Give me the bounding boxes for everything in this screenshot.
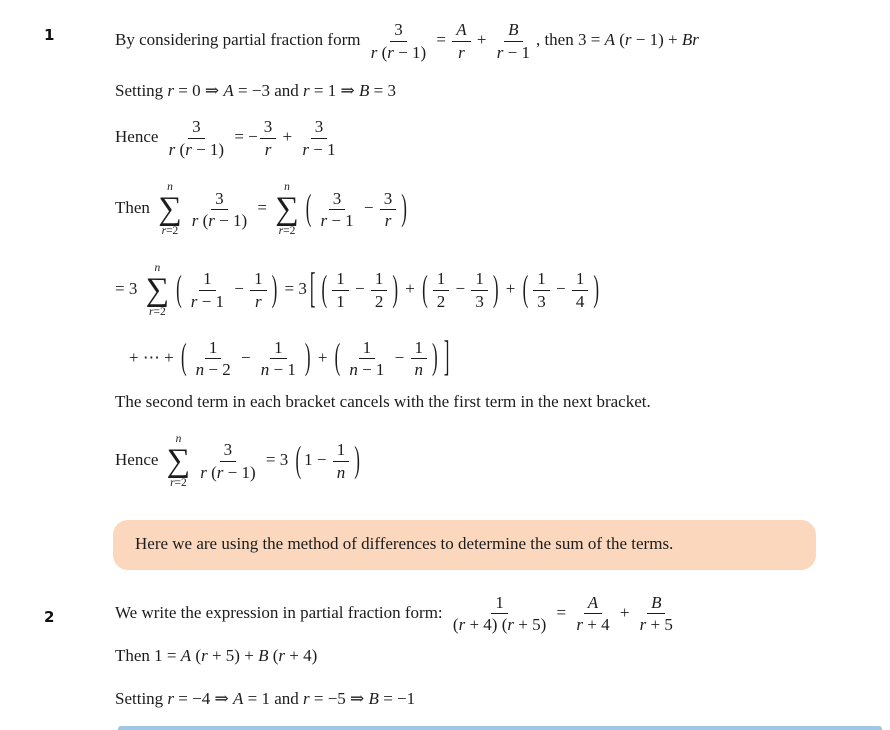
hint-callout-text: Here we are using the method of differences to determine the sum of the terms. xyxy=(135,533,674,553)
p1-sum-setup: Then n ∑ r=2 $\frac{3}{r (r - 1)}$ = n ∑ r=2 ( $\frac{3}{r - 1}$ − $\frac{3}{r}$ ) xyxy=(115,181,407,238)
problem-1-number: 1 xyxy=(44,26,55,44)
hint-callout xyxy=(113,520,816,570)
p1-partial-fraction-setup: By considering partial fraction form $\frac{3}{r (r - 1)}$ = $\frac{A}{r}$ + $\frac{B}{r - 1}$ , then 3 = A (r − 1) + Br xyxy=(115,20,699,62)
p1-decomposition-result: Hence $\frac{3}{r (r - 1)}$ = − $\frac{3}{r}$ + $\frac{3}{r - 1}$ xyxy=(115,117,336,159)
p2-solve-coefficients: Setting r = −4 ⇒ A = 1 and r = −5 ⇒ B = −1 xyxy=(115,689,416,709)
p2-partial-fraction-setup: We write the expression in partial fraction form: $\frac{1}{(r + 4) (r + 5)}$ = $\frac{A}{r + 4}$ + $\frac{B}{r + 5}$ xyxy=(115,592,673,635)
p1-cancellation-note: The second term in each bracket cancels with the first term in the next bracket. xyxy=(115,391,651,411)
clipped-blue-callout-strip xyxy=(118,726,882,730)
p1-telescoping-expansion: = 3 n ∑ r=2 ( $\frac{1}{r - 1}$ − $\frac{1}{r}$ ) = 3 [ ( $\frac{1}{1}$ − $\frac{1}{2}$ ) + ( $\frac{1}{2}$ − $\frac{1}{3}$ ) + ( $\frac{1}{3}$ − $\frac{1}{4}$ ) xyxy=(115,262,600,319)
p1-solve-coefficients: Setting r = 0 ⇒ A = −3 and r = 1 ⇒ B = 3 xyxy=(115,81,396,101)
p2-identity: Then 1 = A (r + 5) + B (r + 4) xyxy=(115,645,318,665)
p1-final-result: Hence n ∑ r=2 $\frac{3}{r (r - 1)}$ = 3 ( 1 − $\frac{1}{n}$ ) xyxy=(115,433,360,490)
content-column xyxy=(115,16,880,709)
p1-telescoping-expansion-continued: + ⋯ + ( $\frac{1}{n - 2}$ − $\frac{1}{n - 1}$ ) + ( $\frac{1}{n - 1}$ − $\frac{1}{n}$ ) ] xyxy=(129,332,450,381)
problem-2-number: 2 xyxy=(44,608,55,626)
